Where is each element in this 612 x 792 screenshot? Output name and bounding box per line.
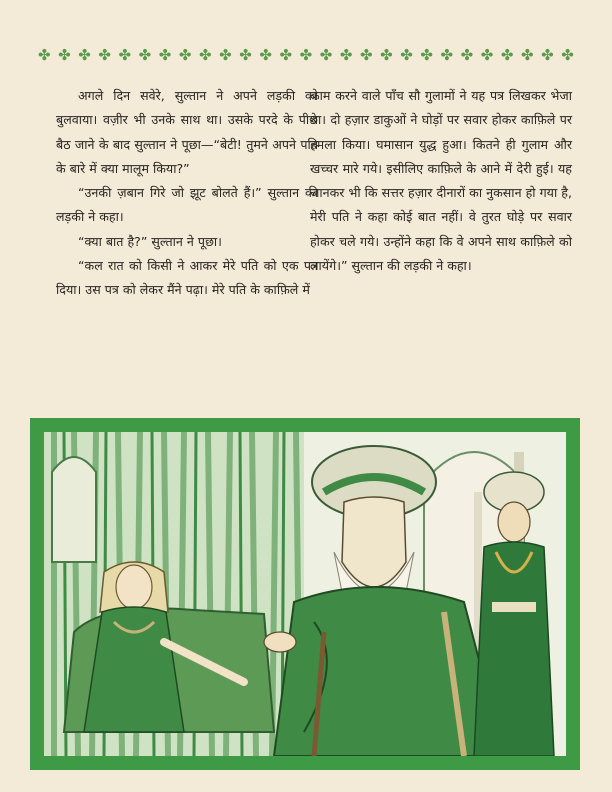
text-column-right [310, 84, 572, 278]
illustration [44, 432, 566, 756]
ornament-glyph: ✤ [420, 45, 433, 64]
paragraph: “कल रात को किसी ने आकर मेरे पति को एक पत्र दिया। उस पत्र को लेकर मैंने पढ़ा। मेरे पति के काफ़िले में [56, 258, 318, 298]
ornament-glyph: ✤ [118, 45, 132, 64]
ornament-glyph: ✤ [219, 45, 232, 64]
ornament-glyph: ✤ [541, 45, 554, 64]
ornament-glyph: ✤ [58, 45, 71, 64]
ornament-glyph: ✤ [259, 45, 272, 64]
ornament-glyph: ✤ [480, 45, 494, 64]
ornament-glyph: ✤ [38, 45, 51, 64]
ornament-glyph: ✤ [440, 45, 454, 64]
illustration-frame [30, 418, 580, 770]
ornament-glyph: ✤ [339, 45, 353, 64]
ornament-glyph: ✤ [521, 45, 534, 64]
ornament-glyph: ✤ [279, 45, 293, 64]
paragraph: अगले दिन सवेरे, सुल्तान ने अपने लड़की को बुलवाया। वज़ीर भी उनके साथ था। उसके परदे के पीछे बैठ जाने के बाद सुल्तान ने पूछा—“बेटी! तुमने अपने पति के बारे में क्या मालूम किया?” [56, 88, 318, 176]
arch-window [52, 457, 96, 562]
ornament-glyph: ✤ [460, 45, 474, 64]
paragraph: काम करने वाले पाँच सौ गुलामों ने यह पत्र लिखकर भेजा था। दो हज़ार डाकुओं ने घोड़ों पर सवार होकर काफ़िले पर हमला किया। घमासान युद्ध हुआ। कितने ही गुलाम और खच्चर मारे गये। इसीलिए काफ़िले के आने में देरी हुई। यह जानकर भी कि सत्तर हज़ार दीनारों का नुकसान हो गया है, मेरी पति ने कहा कोई बात नहीं। वे तुरत घोड़े पर सवार होकर चले गये। उन्होंने कहा कि वे अपने साथ काफ़िले को लायेंगे।” सुल्तान की लड़की ने कहा। [310, 88, 572, 274]
ornament-glyph: ✤ [360, 45, 373, 64]
ornament-glyph: ✤ [199, 45, 212, 64]
paragraph: “क्या बात है?” सुल्तान ने पूछा। [78, 233, 222, 249]
ornament-glyph: ✤ [500, 45, 514, 64]
court-scene-illustration [44, 432, 566, 756]
ornamental-border [38, 44, 574, 66]
ornament-glyph: ✤ [138, 45, 152, 64]
ornament-glyph: ✤ [319, 45, 333, 64]
ornament-glyph: ✤ [158, 45, 172, 64]
text-column-left [56, 84, 318, 303]
ornament-glyph: ✤ [178, 45, 192, 64]
ornament-glyph: ✤ [98, 45, 111, 64]
ornament-glyph: ✤ [400, 45, 413, 64]
ornament-glyph: ✤ [299, 45, 313, 64]
ornament-glyph: ✤ [380, 45, 393, 64]
paragraph: “उनकी ज़बान गिरे जो झूट बोलते हैं।” सुल्तान की लड़की ने कहा। [56, 185, 318, 225]
ornament-glyph: ✤ [239, 45, 252, 64]
ornament-glyph: ✤ [561, 45, 574, 64]
ornament-glyph: ✤ [78, 45, 91, 64]
